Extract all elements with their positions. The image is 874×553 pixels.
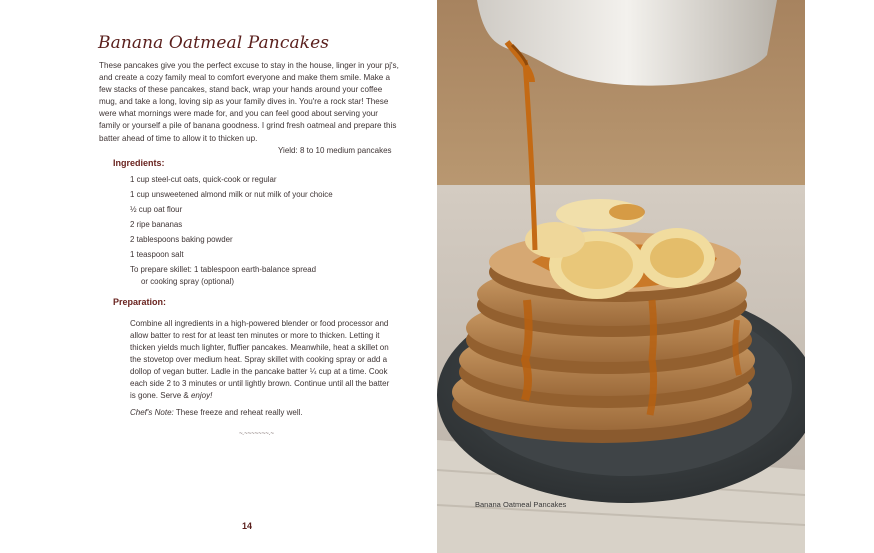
ornament-divider: ~.~~~~~~~.~ (239, 431, 274, 437)
preparation-text (130, 318, 390, 402)
pancake-stack-photo (437, 0, 805, 553)
pancake-photo-illustration (437, 0, 805, 553)
ingredients-heading: Ingredients: (113, 158, 165, 168)
ingredient-item: 2 tablespoons baking powder (130, 235, 233, 244)
chefs-note-text: These freeze and reheat really well. (173, 408, 303, 417)
serve-line (160, 391, 212, 400)
ingredient-item: 1 cup unsweetened almond milk or nut milk of your choice (130, 190, 333, 199)
skillet-line-1: To prepare skillet: 1 tablespoon earth-balance spread (130, 265, 316, 274)
ingredient-item: 1 teaspoon salt (130, 250, 184, 259)
serve-enjoy: enjoy! (190, 391, 213, 400)
ingredient-item: ½ cup oat flour (130, 205, 183, 214)
chefs-note (130, 408, 303, 417)
method-text: Combine all ingredients in a high-powered blender or food processor and allow batter to rest for at least ten minutes or more to thicken. Letting it thicken yields much lighter, fluffier pancakes. Meanwhile, heat a skillet on the stovetop over medium heat. Spray skillet with cooking spray or add a dollop of vegan butter. Ladle in the pancake batter ¼ cup at a time. Cook each side 2 to 3 minutes or until lightly brown. Continue until all the batter is gone. (130, 319, 390, 400)
photo-caption: Banana Oatmeal Pancakes (475, 500, 567, 509)
ingredient-item: 2 ripe bananas (130, 220, 183, 229)
ingredient-item: 1 cup steel-cut oats, quick-cook or regular (130, 175, 277, 184)
preparation-heading: Preparation: (113, 297, 167, 307)
page-margin (805, 0, 874, 553)
chefs-note-label: Chef's Note: (130, 408, 174, 417)
ingredients-list (130, 174, 333, 286)
recipe-title: Banana Oatmeal Pancakes (98, 33, 330, 53)
serve-plain: Serve & (160, 391, 189, 400)
page-number: 14 (242, 521, 253, 531)
ingredient-item-skillet (130, 264, 333, 286)
recipe-yield: Yield: 8 to 10 medium pancakes (278, 146, 392, 155)
skillet-line-2: or cooking spray (optional) (141, 277, 234, 286)
recipe-intro: These pancakes give you the perfect excuse to stay in the house, linger in your pj's, and create a cozy family meal to comfort everyone and make them smile. Make a few stacks of these pancakes, stand back, wrap your hands around your coffee mug, and take a long, loving sip as your family dives in. You're a rock star! These were what mornings were made for, and you can feel good about serving your family or yourself a pile of banana goodness. I grind fresh oatmeal and prepare this batter ahead of time to allow it to thicken up. (99, 61, 399, 143)
